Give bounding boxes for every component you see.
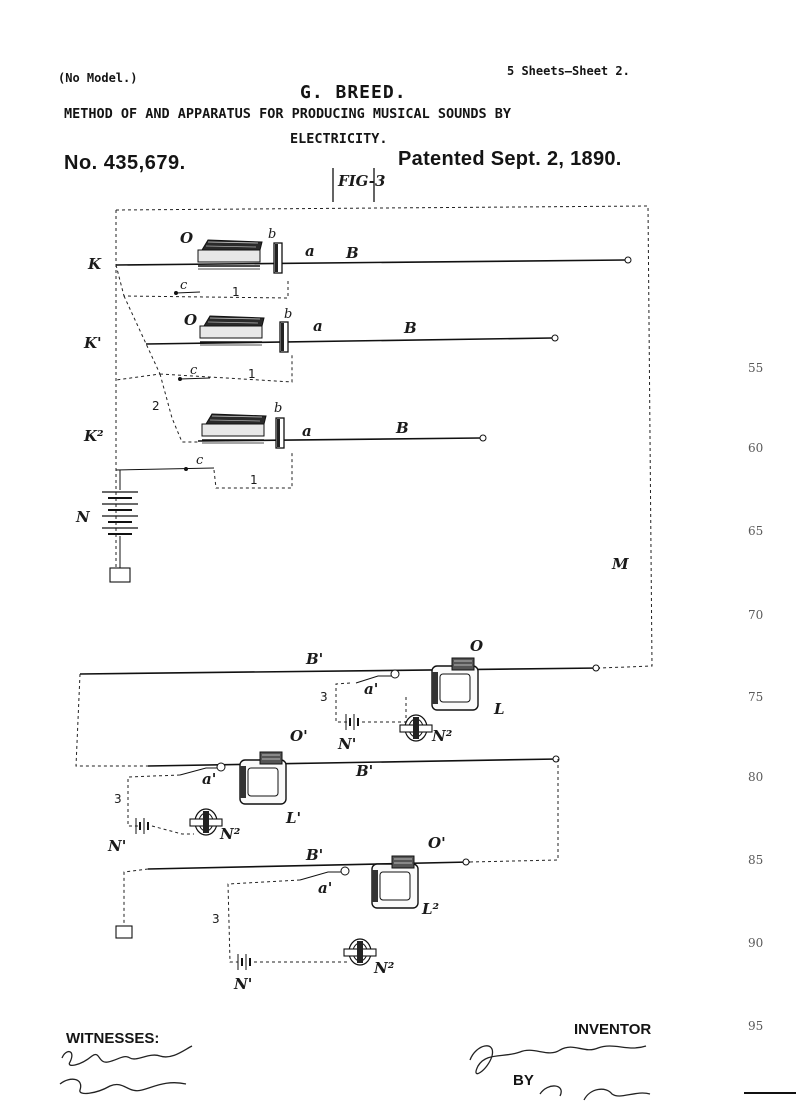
label-a-2: a — [313, 317, 323, 335]
label-c: c — [180, 278, 188, 293]
label-K1: K' — [84, 334, 102, 352]
label-b-2: b — [284, 307, 293, 322]
witnesses-label: WITNESSES: — [66, 1030, 160, 1047]
figure-label: FIG-3 — [338, 172, 386, 190]
label-O: O — [180, 229, 194, 247]
label-b: b — [268, 227, 277, 242]
label-L1: L' — [286, 809, 302, 827]
label-B1: B' — [306, 650, 324, 668]
patent-number: No. 435,679. — [64, 152, 186, 174]
label-1: 1 — [232, 285, 240, 299]
battery-N — [102, 470, 138, 582]
figure-title — [333, 168, 385, 202]
margin-line-number: 80 — [748, 770, 764, 784]
patent-title-line-2: ELECTRICITY. — [290, 131, 388, 147]
inventor-label: INVENTOR — [574, 1021, 652, 1038]
attorney-signature — [540, 1086, 650, 1100]
label-O1-2: O' — [428, 834, 446, 852]
label-3-2: 3 — [114, 792, 122, 806]
label-L: L — [494, 700, 505, 718]
label-a1: a' — [364, 680, 379, 698]
label-2: 2 — [152, 399, 160, 413]
label-a: a — [305, 242, 315, 260]
label-B1-3: B' — [306, 846, 324, 864]
no-model-note: (No Model.) — [58, 71, 138, 85]
margin-line-number: 70 — [748, 608, 764, 622]
label-N1-3: N' — [234, 975, 253, 993]
label-N1-2: N' — [108, 837, 127, 855]
label-b-3: b — [274, 401, 283, 416]
witness-signature-1 — [62, 1046, 192, 1065]
margin-line-number: 85 — [748, 853, 764, 867]
label-B: B — [346, 244, 359, 262]
margin-line-number: 75 — [748, 690, 764, 704]
label-B1-2: B' — [356, 762, 374, 780]
inventor-signature — [470, 1046, 646, 1074]
margin-line-number: 95 — [748, 1019, 764, 1033]
label-3-3: 3 — [212, 912, 220, 926]
label-O-2: O — [184, 311, 198, 329]
label-O1: O' — [290, 727, 308, 745]
label-K: K — [88, 255, 102, 273]
label-K2: K² — [84, 427, 104, 445]
label-a-3: a — [302, 422, 312, 440]
inventor-name: G. BREED. — [300, 82, 407, 103]
margin-line-number: 60 — [748, 441, 764, 455]
label-a1-3: a' — [318, 879, 333, 897]
witness-signature-2 — [60, 1079, 186, 1093]
label-a1-2: a' — [202, 770, 217, 788]
label-N1: N' — [338, 735, 357, 753]
label-M: M — [612, 555, 629, 573]
label-B-3: B — [396, 419, 409, 437]
label-N2-3: N² — [374, 959, 395, 977]
patent-date: Patented Sept. 2, 1890. — [398, 148, 622, 170]
label-3: 3 — [320, 690, 328, 704]
patent-title-line-1: METHOD OF AND APPARATUS FOR PRODUCING MUSICAL SOUNDS BY — [64, 106, 512, 122]
label-N2-2: N² — [220, 825, 241, 843]
label-c-3: c — [196, 453, 204, 468]
label-N2: N² — [432, 727, 453, 745]
label-B-2: B — [404, 319, 417, 337]
label-c-2: c — [190, 363, 198, 378]
label-1-2: 1 — [248, 367, 256, 381]
margin-line-number: 65 — [748, 524, 764, 538]
label-L2: L² — [422, 900, 440, 918]
by-label: BY — [513, 1072, 534, 1089]
label-N: N — [76, 508, 90, 526]
margin-line-number: 90 — [748, 936, 764, 950]
label-1-3: 1 — [250, 473, 258, 487]
sheet-number: 5 Sheets—Sheet 2. — [507, 64, 630, 78]
label-O-lower: O — [470, 637, 484, 655]
margin-line-number: 55 — [748, 361, 764, 375]
